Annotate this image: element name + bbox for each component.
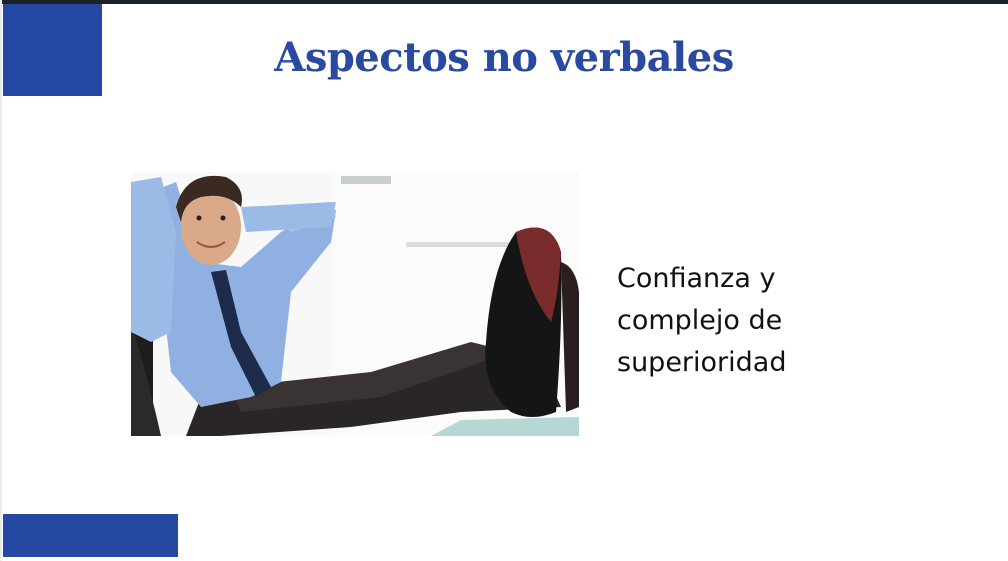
left-border xyxy=(0,0,2,561)
top-border xyxy=(0,0,1008,4)
photo-man-feet-on-desk xyxy=(131,172,579,436)
accent-block-bottom xyxy=(3,514,178,557)
caption-text: Confianza y complejo de superioridad xyxy=(617,263,787,378)
photo-illustration xyxy=(131,172,579,436)
slide-title: Aspectos no verbales xyxy=(274,34,734,81)
